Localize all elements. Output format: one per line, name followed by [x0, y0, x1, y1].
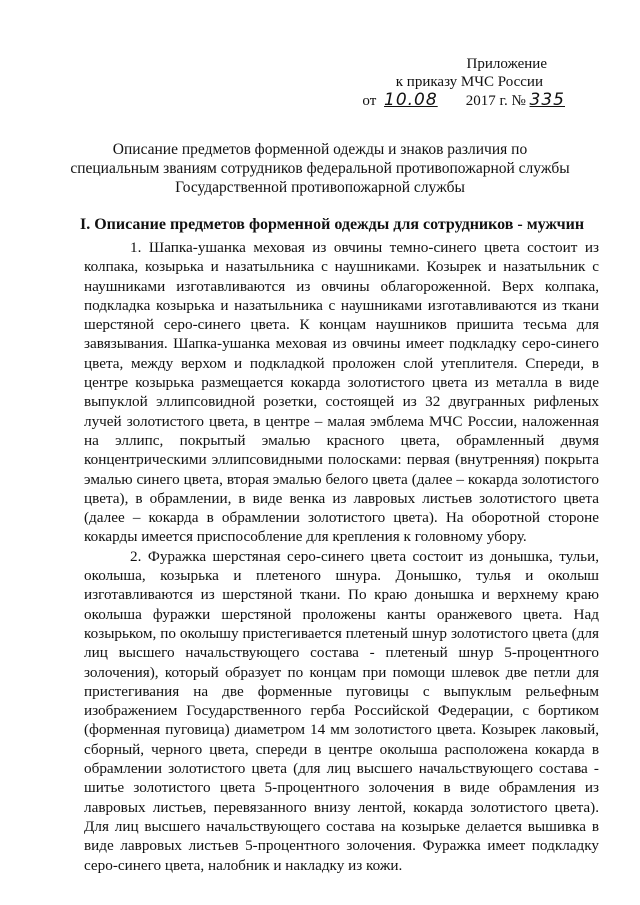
document-title	[60, 140, 580, 197]
document-body	[84, 238, 599, 875]
appendix-block	[325, 55, 565, 110]
appendix-order: к приказу МЧС России	[395, 74, 543, 90]
title-line-3: Государственной противопожарной службы	[175, 179, 465, 196]
paragraph-1: 1. Шапка-ушанка меховая из овчины темно-синего цвета состоит из колпака, козырька и назатыльника с наушниками. Козырек и назатыльник с наушниками изготавливаются из овчины облагороженной. Верх колпака, подкладка козырька и назатыльника с наушниками изготавливаются из ткани шерстяной серо-синего цвета. К концам наушников пришита тесьма для завязывания. Шапка-ушанка меховая из овчины имеет подкладку серо-синего цвета, между верхом и подкладкой проложен слой утеплителя. Спереди, в центре козырька размещается кокарда золотистого цвета из металла в виде выпуклой эллипсовидной розетки, состоящей из 32 двугранных рифленых лучей золотистого цвета, в центре – малая эмблема МЧС России, наложенная на эллипс, покрытый эмалью красного цвета, обрамленный двумя концентрическими эллипсовидными полосками: первая (внутренняя) покрыта эмалью синего цвета, вторая эмалью белого цвета (далее – кокарда золотистого цвета), в обрамлении, в виде венка из лавровых листьев золотистого цвета (далее – кокарда в обрамлении золотистого цвета). На оборотной стороне кокарды имеется приспособление для крепления к головному убору.	[84, 239, 599, 546]
section-heading: I. Описание предметов форменной одежды для сотрудников - мужчин	[80, 216, 585, 233]
handwritten-date: 10.08	[384, 90, 438, 110]
title-line-2: специальным званиям сотрудников федеральной противопожарной службы	[70, 160, 570, 177]
handwritten-number: 335	[529, 90, 565, 110]
appendix-date-line	[325, 91, 565, 110]
appendix-date-prefix: от	[362, 93, 377, 109]
appendix-label: Приложение	[466, 56, 547, 72]
paragraph-2: 2. Фуражка шерстяная серо-синего цвета состоит из донышка, тульи, околыша, козырька и плетеного шнура. Донышко, тулья и околыш изготавливаются из шерстяной ткани. По краю донышка и верхнему краю околыша фуражки шерстяной проложены канты оранжевого цвета. Над козырьком, по околышу пристегивается плетеный шнур золотистого цвета (для лиц высшего начальствующего состава - плетеный шнур 5-процентного золочения), который образует по концам при помощи шлевок две петли для пристегивания на две форменные пуговицы с выпуклым рельефным изображением Государственного герба Российской Федерации, с бортиком (форменная пуговица) диаметром 14 мм золотистого цвета. Козырек лаковый, сборный, черного цвета, спереди в центре околыша расположена кокарда в обрамлении золотистого цвета (для лиц высшего начальствующего состава - шитье золотистого цвета 5-процентного золочения в виде обрамления из лавровых листьев, перевязанного внизу лентой, кокарда золотистого цвета). Для лиц высшего начальствующего состава на козырьке делается вышивка в виде лавровых листьев 5-процентного золочения. Фуражка имеет подкладку серо-синего цвета, налобник и накладку из кожи.	[84, 547, 599, 874]
appendix-year: 2017 г. №	[465, 93, 526, 109]
title-line-1: Описание предметов форменной одежды и знаков различия по	[112, 141, 528, 158]
